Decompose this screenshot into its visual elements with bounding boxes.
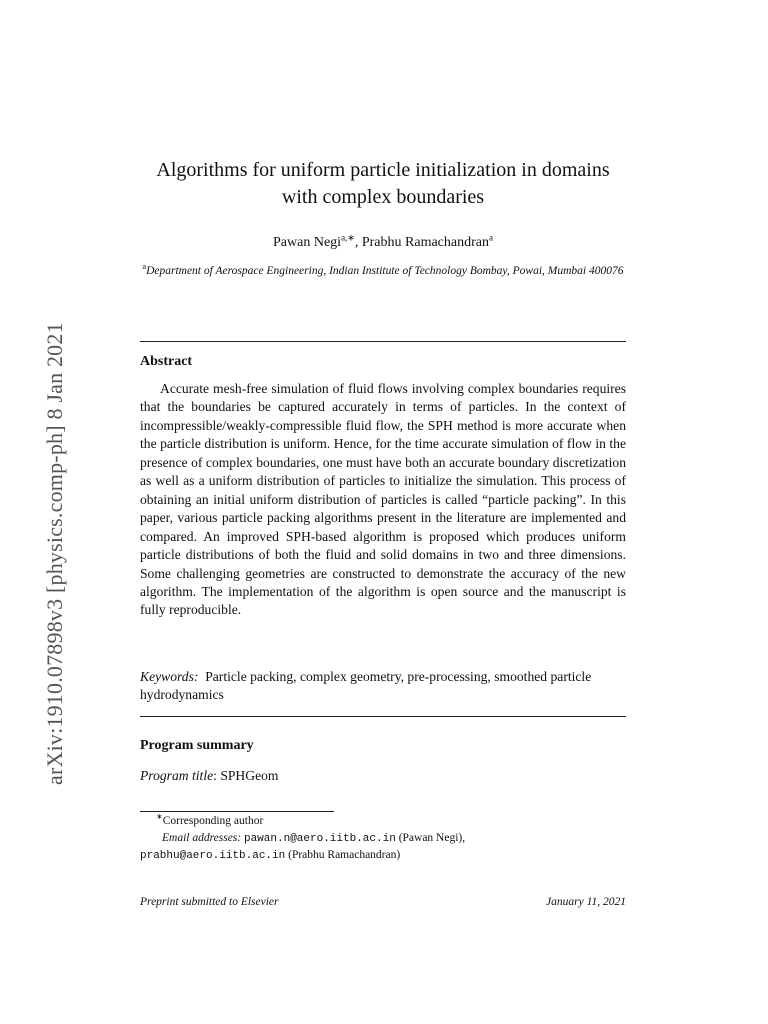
abstract-top-rule bbox=[140, 341, 626, 342]
paper-title-line-1: Algorithms for uniform particle initialization in domains bbox=[156, 159, 610, 181]
footnote-email-line bbox=[140, 830, 626, 848]
author-list bbox=[140, 234, 626, 252]
program-title-label: Program title bbox=[140, 768, 214, 783]
author-name: Prabhu Ramachandran bbox=[361, 235, 489, 250]
preprint-date: January 11, 2021 bbox=[546, 896, 626, 908]
footnote-corresponding-author bbox=[140, 813, 626, 830]
email-addresses-label: Email addresses: bbox=[162, 831, 242, 844]
affiliation-text: Department of Aerospace Engineering, Indian Institute of Technology Bombay, Powai, Mumbai 400076 bbox=[146, 265, 624, 277]
email-owner-2: (Prabhu Ramachandran) bbox=[288, 849, 401, 861]
keywords-label: Keywords: bbox=[140, 669, 199, 684]
footnote-corresponding-text: Corresponding author bbox=[162, 815, 264, 827]
footnote-rule bbox=[140, 811, 334, 812]
abstract-heading: Abstract bbox=[140, 354, 193, 369]
author-affiliation-mark: a bbox=[488, 232, 493, 243]
footnote-mark: ∗ bbox=[156, 812, 163, 822]
program-summary-heading: Program summary bbox=[140, 738, 254, 753]
program-title bbox=[140, 767, 278, 785]
email-link-2[interactable]: prabhu@aero.iitb.ac.in bbox=[140, 850, 286, 862]
program-title-value: : SPHGeom bbox=[213, 768, 279, 783]
paper-title bbox=[120, 157, 646, 211]
email-owner-1: (Pawan Negi), bbox=[398, 831, 466, 844]
abstract-bottom-rule bbox=[140, 716, 626, 717]
affiliation bbox=[140, 264, 626, 279]
email-link-1[interactable]: pawan.n@aero.iitb.ac.in bbox=[243, 832, 396, 845]
paper-title-line-2: with complex boundaries bbox=[281, 186, 485, 208]
footnote-email-line-2 bbox=[140, 847, 626, 865]
keywords bbox=[140, 668, 626, 705]
keywords-text: Particle packing, complex geometry, pre-processing, smoothed particle hydrodynamics bbox=[140, 669, 592, 703]
footnote bbox=[140, 813, 626, 865]
author-name: Pawan Negi bbox=[273, 235, 342, 250]
author-affiliation-mark: a,∗ bbox=[341, 232, 355, 243]
arxiv-identifier-stamp: arXiv:1910.07898v3 [physics.comp-ph] 8 Jan 2021 bbox=[42, 322, 67, 785]
preprint-note: Preprint submitted to Elsevier bbox=[140, 896, 279, 908]
affiliation-mark: a bbox=[142, 262, 147, 272]
author-separator: , bbox=[354, 235, 362, 250]
abstract-body: Accurate mesh-free simulation of fluid flows involving complex boundaries requires that the boundaries be captured accurately in terms of particles. In the context of incompressible/weakly-compressible fluid flow, the SPH method is more accurate when the particle distribution is uniform. Hence, for the time accurate simulation of flow in the presence of complex boundaries, one must have both an accurate boundary discretization as well as a uniform distribution of particles to initialize the simulation. This process of obtaining an initial uniform distribution of particles is called “particle packing”. In this paper, various particle packing algorithms present in the literature are implemented and compared. An improved SPH-based algorithm is proposed which produces uniform particle distributions of both the fluid and solid domains in two and three dimensions. Some challenging geometries are constructed to demonstrate the accuracy of the new algorithm. The implementation of the algorithm is open source and the manuscript is fully reproducible. bbox=[140, 381, 626, 618]
